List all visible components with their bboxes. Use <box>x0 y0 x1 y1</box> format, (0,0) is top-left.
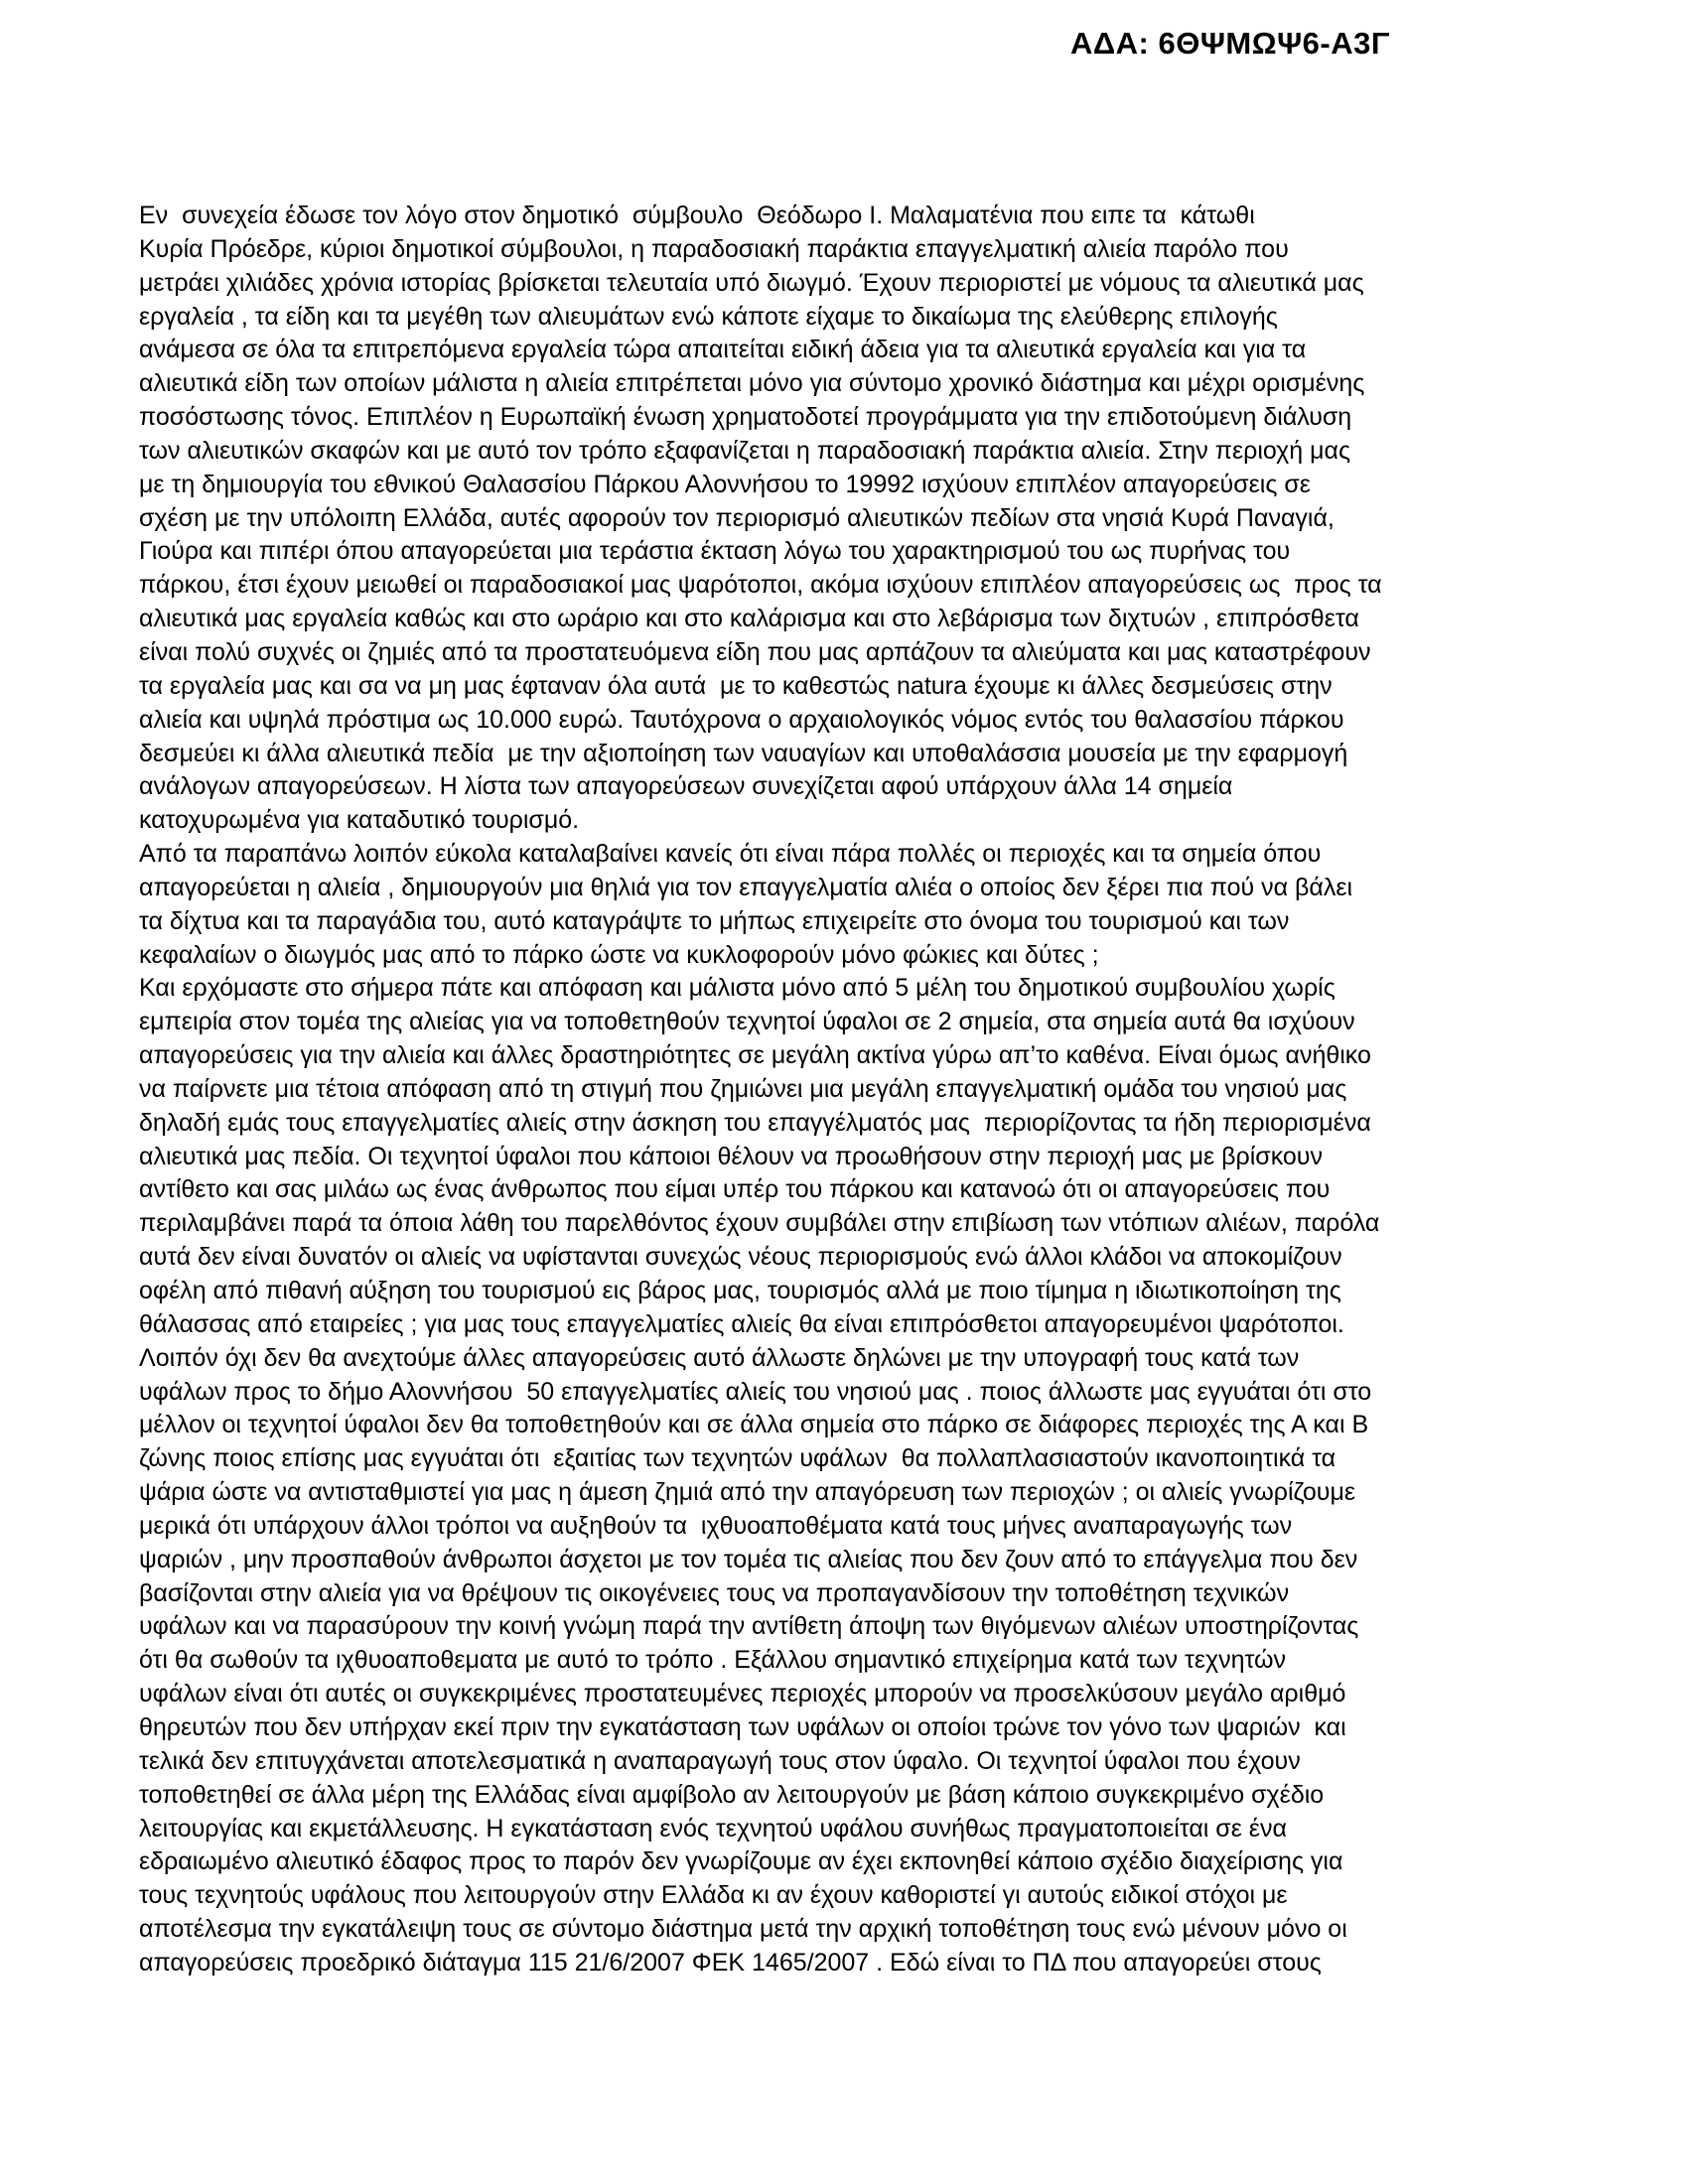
text-line: μετράει χιλιάδες χρόνια ιστορίας βρίσκεται τελευταία υπό διωγμό. Έχουν περιοριστεί με νόμους τα αλιευτικά μας <box>139 268 1364 297</box>
text-line: εμπειρία στον τομέα της αλιείας για να τοποθετηθούν τεχνητοί ύφαλοι σε 2 σημεία, στα σημεία αυτά θα ισχύουν <box>139 1008 1355 1036</box>
text-line: ανάλογων απαγορεύσεων. Η λίστα των απαγορεύσεων συνεχίζεται αφού υπάρχουν άλλα 14 σημεία <box>139 772 1233 801</box>
text-line: ανάμεσα σε όλα τα επιτρεπόμενα εργαλεία τώρα απαιτείται ειδική άδεια για τα αλιευτικά εργαλεία και για τα <box>139 336 1307 364</box>
text-line: με τη δημιουργία του εθνικού Θαλασσίου Πάρκου Αλοννήσου το 19992 ισχύουν επιπλέον απαγορεύσεις σε <box>139 470 1311 498</box>
text-line: τοποθετηθεί σε άλλα μέρη της Ελλάδας είναι αμφίβολο αν λειτουργούν με βάση κάποιο συγκεκριμένο σχέδιο <box>139 1780 1325 1809</box>
text-line: ποσόστωσης τόνος. Επιπλέον η Ευρωπαϊκή ένωση χρηματοδοτεί προγράμματα για την επιδοτούμενη διάλυση <box>139 403 1352 432</box>
text-line: εργαλεία , τα είδη και τα μεγέθη των αλιευμάτων ενώ κάποτε είχαμε το δικαίωμα της ελεύθερης επιλογής <box>139 302 1278 331</box>
text-line: πάρκου, έτσι έχουν μειωθεί οι παραδοσιακοί μας ψαρότοποι, ακόμα ισχύουν επιπλέον απαγορεύσεις ως προς τα <box>139 571 1382 600</box>
text-line: ότι θα σωθούν τα ιχθυοαποθεματα με αυτό το τρόπο . Εξάλλου σημαντικό επιχείρημα κατά των τεχνητών <box>139 1646 1287 1675</box>
text-line: οφέλη από πιθανή αύξηση του τουρισμού εις βάρος μας, τουρισμός αλλά με ποιο τίμημα η ιδιωτικοποίηση της <box>139 1277 1341 1304</box>
text-line: Λοιπόν όχι δεν θα ανεχτούμε άλλες απαγορεύσεις αυτό άλλωστε δηλώνει με την υπογραφή τους κατά των <box>139 1343 1300 1372</box>
ada-code: ΑΔΑ: 6ΘΨΜΩΨ6-Α3Γ <box>1070 26 1391 61</box>
text-line: εδραιωμένο αλιευτικό έδαφος προς το παρόν δεν γνωρίζουμε αν έχει εκπονηθεί κάποιο σχέδιο διαχείρισης για <box>139 1847 1343 1876</box>
document-body <box>139 200 1569 1980</box>
text-line: κατοχυρωμένα για καταδυτικό τουρισμό. <box>139 806 580 835</box>
text-line: Κυρία Πρόεδρε, κύριοι δημοτικοί σύμβουλοι, η παραδοσιακή παράκτια επαγγελματική αλιεία παρόλο που <box>139 234 1289 263</box>
text-line: των αλιευτικών σκαφών και με αυτό τον τρόπο εξαφανίζεται η παραδοσιακή παράκτια αλιεία. Στην περιοχή μας <box>139 436 1351 465</box>
text-line: αυτά δεν είναι δυνατόν οι αλιείς να υφίστανται συνεχώς νέους περιορισμούς ενώ άλλοι κλάδοι να αποκομίζουν <box>139 1243 1342 1272</box>
text-line: τα δίχτυα και τα παραγάδια του, αυτό καταγράψτε το μήπως επιχειρείτε στο όνομα του τουρισμού και των <box>139 906 1290 935</box>
text-line: ψάρια ώστε να αντισταθμιστεί για μας η άμεση ζημιά από την απαγόρευση των περιοχών ; οι αλιείς γνωρίζουμε <box>139 1478 1355 1507</box>
text-line: Γιούρα και πιπέρι όπου απαγορεύεται μια τεράστια έκταση λόγω του χαρακτηρισμού του ως πυρήνας του <box>139 537 1291 566</box>
text-line: τα εργαλεία μας και σα να μη μας έφταναν όλα αυτά με το καθεστώς natura έχουμε κι άλλες δεσμεύσεις στην <box>139 671 1333 700</box>
text-line: αλιεία και υψηλά πρόστιμα ως 10.000 ευρώ. Ταυτόχρονα ο αρχαιολογικός νόμος εντός του θαλασσίου πάρκου <box>139 705 1344 734</box>
text-line: λειτουργίας και εκμετάλλευσης. Η εγκατάσταση ενός τεχνητού υφάλου συνήθως πραγματοποιείται σε ένα <box>139 1814 1287 1843</box>
text-line: κεφαλαίων ο διωγμός μας από το πάρκο ώστε να κυκλοφορούν μόνο φώκιες και δύτες ; <box>139 940 1099 969</box>
text-line: αλιευτικά είδη των οποίων μάλιστα η αλιεία επιτρέπεται μόνο για σύντομο χρονικό διάστημα και μέχρι ορισμένης <box>139 369 1365 398</box>
text-line: τελικά δεν επιτυγχάνεται αποτελεσματικά η αναπαραγωγή τους στον ύφαλο. Οι τεχνητοί ύφαλοι που έχουν <box>139 1746 1301 1775</box>
text-line: απαγορεύσεις για την αλιεία και άλλες δραστηριότητες σε μεγάλη ακτίνα γύρω απ’το καθένα. Είναι όμως ανήθικο <box>139 1041 1371 1070</box>
text-line: απαγορεύσεις προεδρικό διάταγμα 115 21/6/2007 ΦΕΚ 1465/2007 . Εδώ είναι το ΠΔ που απαγορεύει στους <box>139 1948 1322 1977</box>
text-line: υφάλων είναι ότι αυτές οι συγκεκριμένες προστατευμένες περιοχές μπορούν να προσελκύσουν μεγάλο αριθμό <box>139 1680 1346 1708</box>
text-line: τους τεχνητούς υφάλους που λειτουργούν στην Ελλάδα κι αν έχουν καθοριστεί γι αυτούς ειδικοί στόχοι με <box>139 1881 1288 1910</box>
text-line: σχέση με την υπόλοιπη Ελλάδα, αυτές αφορούν τον περιορισμό αλιευτικών πεδίων στα νησιά Κυρά Παναγιά, <box>139 503 1335 532</box>
text-line: αποτέλεσμα την εγκατάλειψη τους σε σύντομο διάστημα μετά την αρχική τοποθέτηση τους ενώ μένουν μόνο οι <box>139 1915 1347 1944</box>
text-line: είναι πολύ συχνές οι ζημιές από τα προστατευόμενα είδη που μας αρπάζουν τα αλιεύματα και μας καταστρέφουν <box>139 637 1371 666</box>
text-line: δηλαδή εμάς τους επαγγελματίες αλιείς στην άσκηση του επαγγέλματός μας περιορίζοντας τα ήδη περιορισμένα <box>139 1108 1371 1137</box>
text-line: θάλασσας από εταιρείες ; για μας τους επαγγελματίες αλιείς θα είναι επιπρόσθετοι απαγορευμένοι ψαρότοποι. <box>139 1309 1344 1338</box>
text-line: ψαριών , μην προσπαθούν άνθρωποι άσχετοι με τον τομέα τις αλιείας που δεν ζουν από το επάγγελμα που δεν <box>139 1545 1358 1573</box>
text-line: Εν συνεχεία έδωσε τον λόγο στον δημοτικό σύμβουλο Θεόδωρο Ι. Μαλαματένια που ειπε τα κάτωθι <box>139 202 1255 229</box>
text-line: υφάλων προς το δήμο Αλοννήσου 50 επαγγελματίες αλιείς του νησιού μας . ποιος άλλωστε μας εγγυάται ότι στο <box>139 1377 1372 1406</box>
text-line: Και ερχόμαστε στο σήμερα πάτε και απόφαση και μάλιστα μόνο από 5 μέλη του δημοτικού συμβουλίου χωρίς <box>139 974 1336 1003</box>
text-line: αλιευτικά μας πεδία. Οι τεχνητοί ύφαλοι που κάποιοι θέλουν να προωθήσουν στην περιοχή μας με βρίσκουν <box>139 1142 1323 1170</box>
text-line: Από τα παραπάνω λοιπόν εύκολα καταλαβαίνει κανείς ότι είναι πάρα πολλές οι περιοχές και τα σημεία όπου <box>139 840 1322 869</box>
text-line: ζώνης ποιος επίσης μας εγγυάται ότι εξαιτίας των τεχνητών υφάλων θα πολλαπλασιαστούν ικανοποιητικά τα <box>139 1444 1336 1473</box>
text-line: βασίζονται στην αλιεία για να θρέψουν τις οικογένειες τους να προπαγανδίσουν την τοποθέτηση τεχνικών <box>139 1578 1290 1607</box>
text-line: να παίρνετε μια τέτοια απόφαση από τη στιγμή που ζημιώνει μια μεγάλη επαγγελματική ομάδα του νησιού μας <box>139 1074 1347 1103</box>
text-line: αλιευτικά μας εργαλεία καθώς και στο ωράριο και στο καλάρισμα και στο λεβάρισμα των διχτυών , επιπρόσθετα <box>139 605 1359 633</box>
text-line: αντίθετο και σας μιλάω ως ένας άνθρωπος που είμαι υπέρ του πάρκου και κατανοώ ότι οι απαγορεύσεις που <box>139 1175 1331 1204</box>
text-line: περιλαμβάνει παρά τα όποια λάθη του παρελθόντος έχουν συμβάλει στην επιβίωση των ντόπιων αλιέων, παρόλα <box>139 1209 1380 1238</box>
text-line: θηρευτών που δεν υπήρχαν εκεί πριν την εγκατάσταση των υφάλων οι οποίοι τρώνε τον γόνο των ψαριών και <box>139 1712 1346 1741</box>
text-line: μέλλον οι τεχνητοί ύφαλοι δεν θα τοποθετηθούν και σε άλλα σημεία στο πάρκο σε διάφορες περιοχές της Α και Β <box>139 1411 1369 1439</box>
text-line: μερικά ότι υπάρχουν άλλοι τρόποι να αυξηθούν τα ιχθυοαποθέματα κατά τους μήνες αναπαραγωγής των <box>139 1511 1293 1540</box>
text-line: δεσμεύει κι άλλα αλιευτικά πεδία με την αξιοποίηση των ναυαγίων και υποθαλάσσια μουσεία με την εφαρμογή <box>139 739 1348 767</box>
text-line: υφάλων και να παρασύρουν την κοινή γνώμη παρά την αντίθετη άποψη των θιγόμενων αλιέων υποστηρίζοντας <box>139 1612 1359 1641</box>
text-line: απαγορεύεται η αλιεία , δημιουργούν μια θηλιά για τον επαγγελματία αλιέα ο οποίος δεν ξέρει πια πού να βάλει <box>139 873 1353 901</box>
